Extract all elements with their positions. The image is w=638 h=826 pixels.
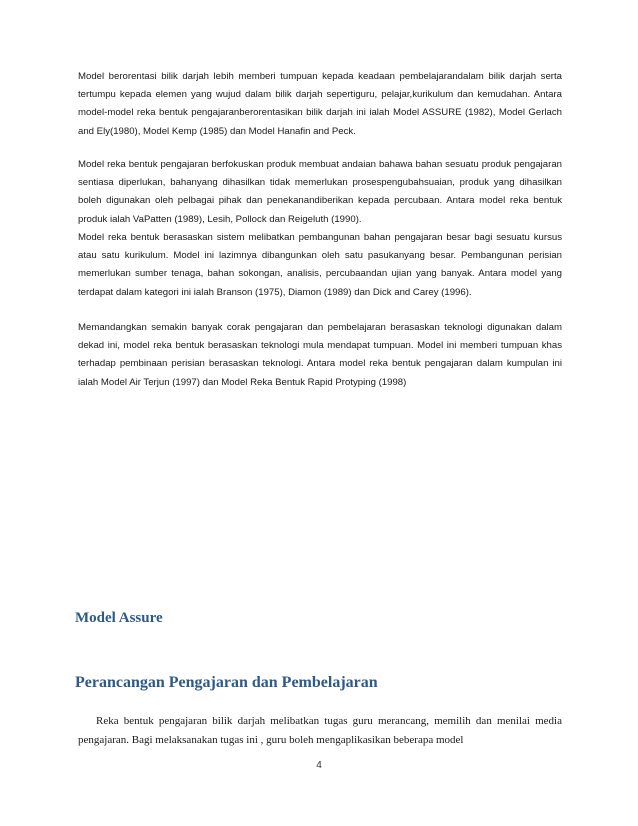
subsection-heading: Perancangan Pengajaran dan Pembelajaran bbox=[75, 674, 378, 691]
section-heading: Model Assure bbox=[75, 610, 163, 626]
paragraph-planning: Reka bentuk pengajaran bilik darjah melibatkan tugas guru merancang, memilih dan menilai media pengajaran. Bagi melaksanakan tugas ini , guru boleh mengaplikasikan beberapa model bbox=[78, 715, 562, 746]
paragraph-system-models: Model reka bentuk berasaskan sistem melibatkan pembangunan bahan pengajaran besar bagi sesuatu kursus atau satu kurikulum. Model ini lazimnya dibangunkan oleh satu pasukanyang besar. Pembangunan perisian memerlukan sumber tenaga, bahan sokongan, analisis, percubaandan ujian yang banyak. Antara model yang terdapat dalam kategori ini ialah Branson (1975), Diamon (1989) dan Dick and Carey (1996). bbox=[78, 232, 562, 298]
paragraph-classroom-models: Model berorentasi bilik darjah lebih memberi tumpuan kepada keadaan pembelajarandalam bilik darjah serta tertumpu kepada elemen yang wujud dalam bilik darjah sepertiguru, pelajar,kurikulum dan kemudahan. Antara model-model reka bentuk pengajaranberorentasikan bilik darjah ini ialah Model ASSURE (1982), Model Gerlach and Ely(1980), Model Kemp (1985) dan Model Hanafin and Peck. bbox=[78, 71, 562, 137]
paragraph-product-models: Model reka bentuk pengajaran berfokuskan produk membuat andaian bahawa bahan sesuatu produk pengajaran sentiasa diperlukan, bahanyang dihasilkan tidak memerlukan prosespengubahsuaian, produk yang dihasilkan boleh digunakan oleh pelbagai pihak dan penekanandiberikan kepada percubaan. Antara model reka bentuk produk ialah VaPatten (1989), Lesih, Pollock dan Reigeluth (1990). bbox=[78, 159, 562, 225]
page-number: 4 bbox=[316, 760, 322, 771]
paragraph-technology-models: Memandangkan semakin banyak corak pengajaran dan pembelajaran berasaskan teknologi digunakan dalam dekad ini, model reka bentuk berasaskan teknologi mula mendapat tumpuan. Model ini memberi tumpuan khas terhadap pembinaan perisian berasaskan teknologi. Antara model reka bentuk pengajaran dalam kumpulan ini ialah Model Air Terjun (1997) dan Model Reka Bentuk Rapid Protyping (1998) bbox=[78, 322, 562, 388]
